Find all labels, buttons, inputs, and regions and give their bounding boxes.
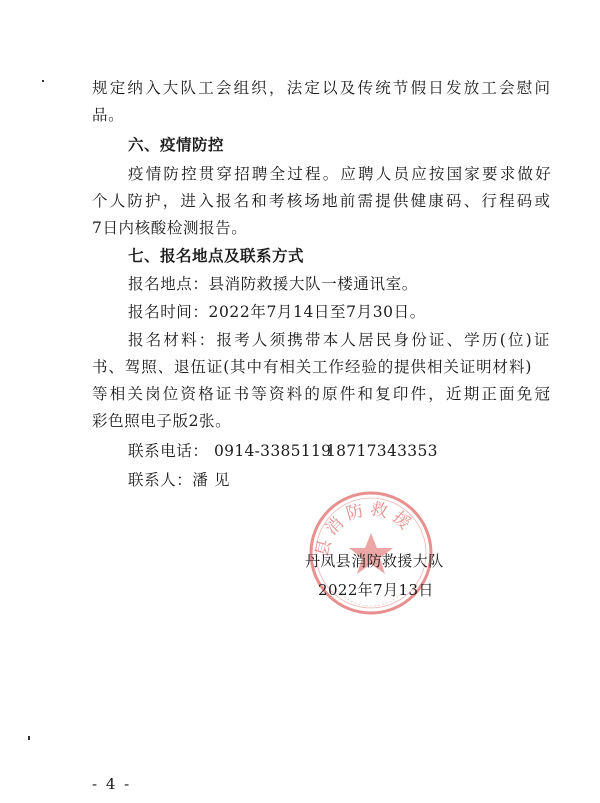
registration-materials-line: 彩色照电子版2张。 [92,412,232,430]
paragraph-line: 疫情防控贯穿招聘全过程。应聘人员应按国家要求做好 [128,165,553,183]
section-heading-6: 六、疫情防控 [128,136,225,154]
registration-location: 报名地点：县消防救援大队一楼通讯室。 [128,275,418,293]
scan-speck [28,736,30,740]
registration-time: 报名时间：2022年7月14日至7月30日。 [128,303,426,321]
paragraph-line: 品。 [92,106,125,124]
paragraph-line: 个人防护，进入报名和考核场地前需提供健康码、行程码或 [92,192,553,210]
signature-organization: 丹凤县消防救援大队 [305,552,444,570]
contact-phone-1: 0914-3385119 [214,442,332,460]
scan-speck [42,80,44,82]
signature-date: 2022年7月13日 [318,581,434,599]
contact-person: 联系人：潘 见 [128,471,231,489]
page-number: - 4 - [92,775,132,793]
paragraph-line: 规定纳入大队工会组织，法定以及传统节假日发放工会慰问 [92,79,553,97]
registration-materials-line: 报名材料：报考人须携带本人居民身份证、学历(位)证 [128,331,552,349]
contact-phone-label: 联系电话： [128,442,209,460]
contact-phone-2: 18717343353 [326,442,438,460]
section-heading-7: 七、报名地点及联系方式 [128,247,305,265]
registration-materials-line: 书、驾照、退伍证(其中有相关工作经验的提供相关证明材料) [92,358,533,376]
paragraph-line: 7日内核酸检测报告。 [92,219,248,237]
seal-text: 县消防救援 [312,499,419,560]
registration-materials-line: 等相关岗位资格证书等资料的原件和复印件，近期正面免冠 [92,385,553,403]
